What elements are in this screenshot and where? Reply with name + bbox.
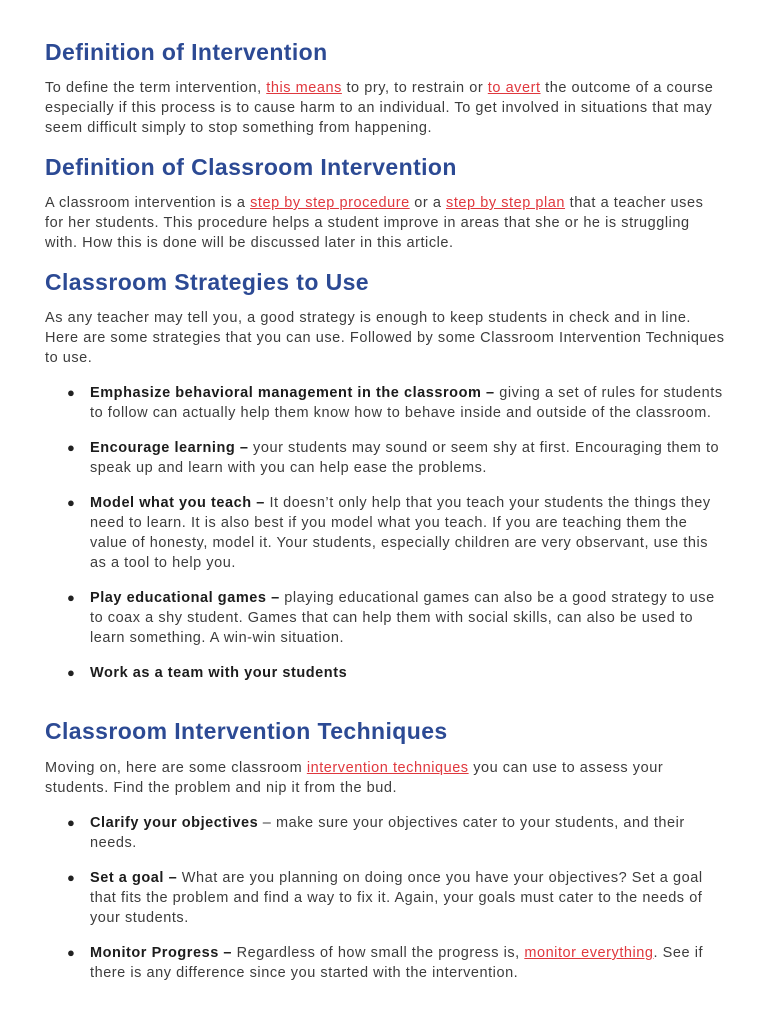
bullet-icon: ● [67, 945, 76, 960]
heading-classroom-strategies: Classroom Strategies to Use [45, 269, 369, 295]
technique-title: Monitor Progress – [90, 945, 233, 961]
link-step-by-step-plan[interactable]: step by step plan [446, 195, 566, 211]
bullet-icon: ● [67, 385, 76, 400]
text: To define the term intervention, [45, 80, 267, 96]
text: Moving on, here are some classroom [45, 760, 307, 776]
bullet-icon: ● [67, 590, 76, 605]
technique-text: – make sure your objectives cater to your students, and their needs. [90, 815, 685, 851]
bullet-icon: ● [67, 870, 76, 885]
heading-definition-of-classroom-intervention: Definition of Classroom Intervention [45, 154, 457, 180]
bullet-icon: ● [67, 665, 76, 680]
text: or a [409, 195, 447, 211]
text: to pry, to restrain or [341, 80, 488, 96]
bullet-icon: ● [67, 815, 76, 830]
list-item [45, 813, 725, 853]
bullet-icon: ● [67, 440, 76, 455]
strategy-text: playing educational games can also be a good strategy to use to coax a shy student. Games that can help them with social skills, can also be used to learn something. A win-win situation. [90, 590, 715, 646]
link-this-means[interactable]: this means [266, 80, 342, 96]
technique-text: Regardless of how small the progress is, [232, 945, 525, 961]
bullet-icon: ● [67, 495, 76, 510]
technique-title: Set a goal – [90, 870, 178, 886]
paragraph-strategies-intro: As any teacher may tell you, a good strategy is enough to keep students in check and in line. Here are some strategies that you can use. Followed by some Classroom Intervention Techniques to use. [45, 310, 725, 366]
text: that a teacher uses for her students. This procedure helps a student improve in areas that she or he is struggling with. How this is done will be discussed later in this article. [45, 195, 704, 251]
link-monitor-everything[interactable]: monitor everything [524, 945, 654, 961]
techniques-list [45, 813, 725, 983]
list-item [45, 438, 725, 478]
paragraph-techniques-intro [45, 758, 725, 798]
paragraph-classroom-intervention [45, 193, 725, 253]
text: A classroom intervention is a [45, 195, 251, 211]
strategy-title: Work as a team with your students [90, 665, 348, 681]
text: the outcome of a course especially if this process is to cause harm to an individual. To get involved in situations that may seem difficult simply to stop something from happening. [45, 80, 714, 136]
link-to-avert[interactable]: to avert [487, 80, 541, 96]
technique-text: . See if there is any difference since you started with the intervention. [90, 945, 704, 981]
strategy-text: your students may sound or seem shy at first. Encouraging them to speak up and learn with you can help ease the problems. [90, 440, 720, 476]
link-step-by-step-procedure[interactable]: step by step procedure [250, 195, 410, 211]
list-item [45, 663, 725, 683]
paragraph-definition [45, 78, 725, 138]
technique-title: Clarify your objectives [90, 815, 259, 831]
list-item [45, 493, 725, 573]
strategy-title: Play educational games – [90, 590, 280, 606]
list-item [45, 588, 725, 648]
strategies-list [45, 383, 725, 683]
heading-definition-of-intervention: Definition of Intervention [45, 39, 328, 65]
list-item [45, 868, 725, 928]
list-item [45, 943, 725, 983]
list-item [45, 383, 725, 423]
heading-classroom-intervention-techniques: Classroom Intervention Techniques [45, 718, 448, 744]
strategy-title: Encourage learning – [90, 440, 249, 456]
strategy-title: Model what you teach – [90, 495, 265, 511]
strategy-title: Emphasize behavioral management in the classroom – [90, 385, 495, 401]
strategy-text: giving a set of rules for students to follow can actually help them know how to behave inside and outside of the classroom. [90, 385, 723, 421]
strategy-text: It doesn’t only help that you teach your students the things they need to learn. It is also best if you model what you teach. If you are teaching them the value of honesty, model it. Your students, especially children are very observant, use this as a tool to help you. [90, 495, 711, 571]
link-intervention-techniques[interactable]: intervention techniques [306, 760, 469, 776]
text: you can use to assess your students. Find the problem and nip it from the bud. [45, 760, 664, 796]
technique-text: What are you planning on doing once you have your objectives? Set a goal that fits the problem and find a way to fix it. Again, your goals must cater to the needs of your students. [90, 870, 703, 926]
